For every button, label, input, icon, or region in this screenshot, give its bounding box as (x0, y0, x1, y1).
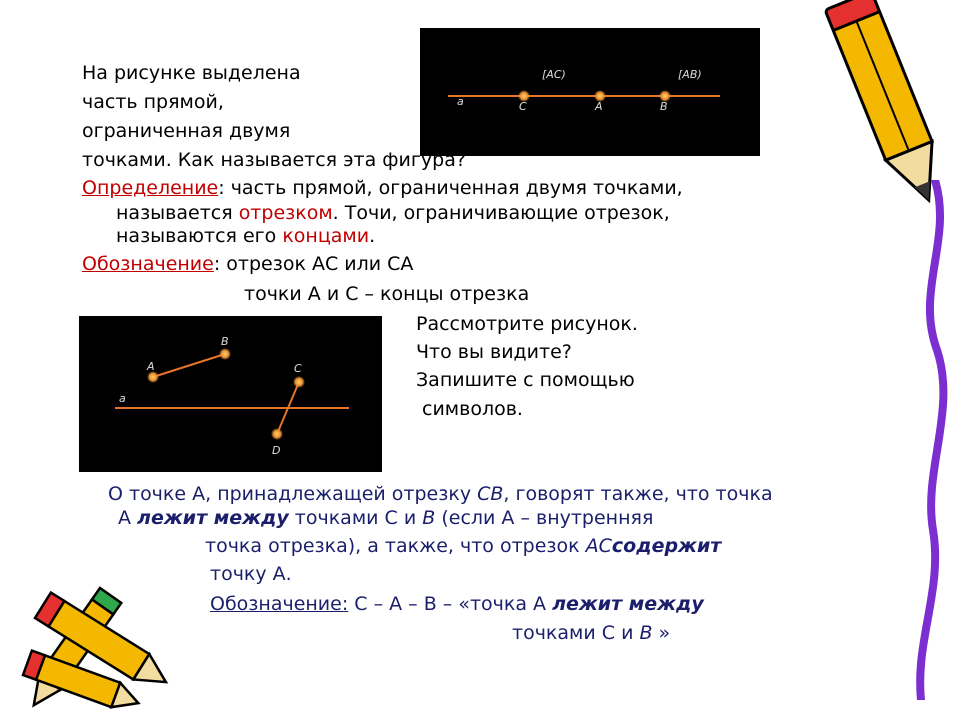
ray-ac-label: [AC) (542, 68, 566, 81)
definition-label: Определение (82, 177, 219, 199)
point-b (219, 348, 231, 360)
point-a-label: A (147, 360, 155, 373)
point-c (293, 376, 305, 388)
between-line-1: О точке А, принадлежащей отрезку СВ, говорят также, что точка (108, 483, 773, 505)
between-notation-label: Обозначение: (210, 593, 349, 615)
ray-ab-label: [AB) (678, 68, 702, 81)
point-d (271, 428, 283, 440)
question-line-2: Что вы видите? (416, 341, 572, 363)
segment-ab (153, 354, 225, 377)
question-line-3: Запишите с помощью (416, 369, 635, 391)
line-a-label: a (119, 392, 126, 405)
question-line-1: Рассмотрите рисунок. (416, 313, 638, 335)
definition-line-3: называются его концами. (116, 225, 376, 247)
decorative-wave (895, 180, 955, 700)
point-c-label: C (519, 100, 527, 113)
pencils-bottom-left (5, 570, 205, 715)
figure-line-ac-ab (420, 28, 760, 156)
point-c-label: C (294, 362, 302, 375)
intro-line-2: часть прямой, (82, 91, 224, 113)
intro-line-3: ограниченная двумя (82, 120, 291, 142)
point-d-label: D (272, 444, 281, 457)
between-notation-line-2: точками С и В » (512, 622, 671, 644)
intro-line-4: точками. Как называется эта фигура? (82, 149, 466, 171)
figure-segments-ab-cd (79, 316, 382, 472)
term-contains: содержит (611, 535, 722, 557)
definition-line-2: называется отрезком. Точи, ограничивающие отрезок, (116, 202, 670, 224)
definition-line-1: Определение: часть прямой, ограниченная двумя точками, (82, 177, 683, 199)
term-segment: отрезком (238, 202, 333, 224)
notation-line-1: Обозначение: отрезок АС или СА (82, 253, 414, 275)
notation-line-2: точки А и С – концы отрезка (244, 283, 530, 305)
notation-label: Обозначение (82, 253, 214, 275)
line-a-label: a (457, 95, 464, 108)
term-lies-between: лежит между (137, 507, 289, 529)
between-line-2: А лежит между точками С и В (если А – внутренняя (118, 507, 654, 529)
between-notation-line-1: Обозначение: С – А – В – «точка А лежит между (210, 593, 704, 615)
point-a-label: A (595, 100, 603, 113)
question-line-4: символов. (422, 398, 523, 420)
intro-line-1: На рисунке выделена (82, 62, 301, 84)
between-line-4: точку А. (210, 563, 292, 585)
between-line-3: точка отрезка), а также, что отрезок АСсодержит (205, 535, 722, 557)
point-b-label: B (660, 100, 668, 113)
term-ends: концами (282, 225, 370, 247)
point-b-label: B (221, 335, 229, 348)
